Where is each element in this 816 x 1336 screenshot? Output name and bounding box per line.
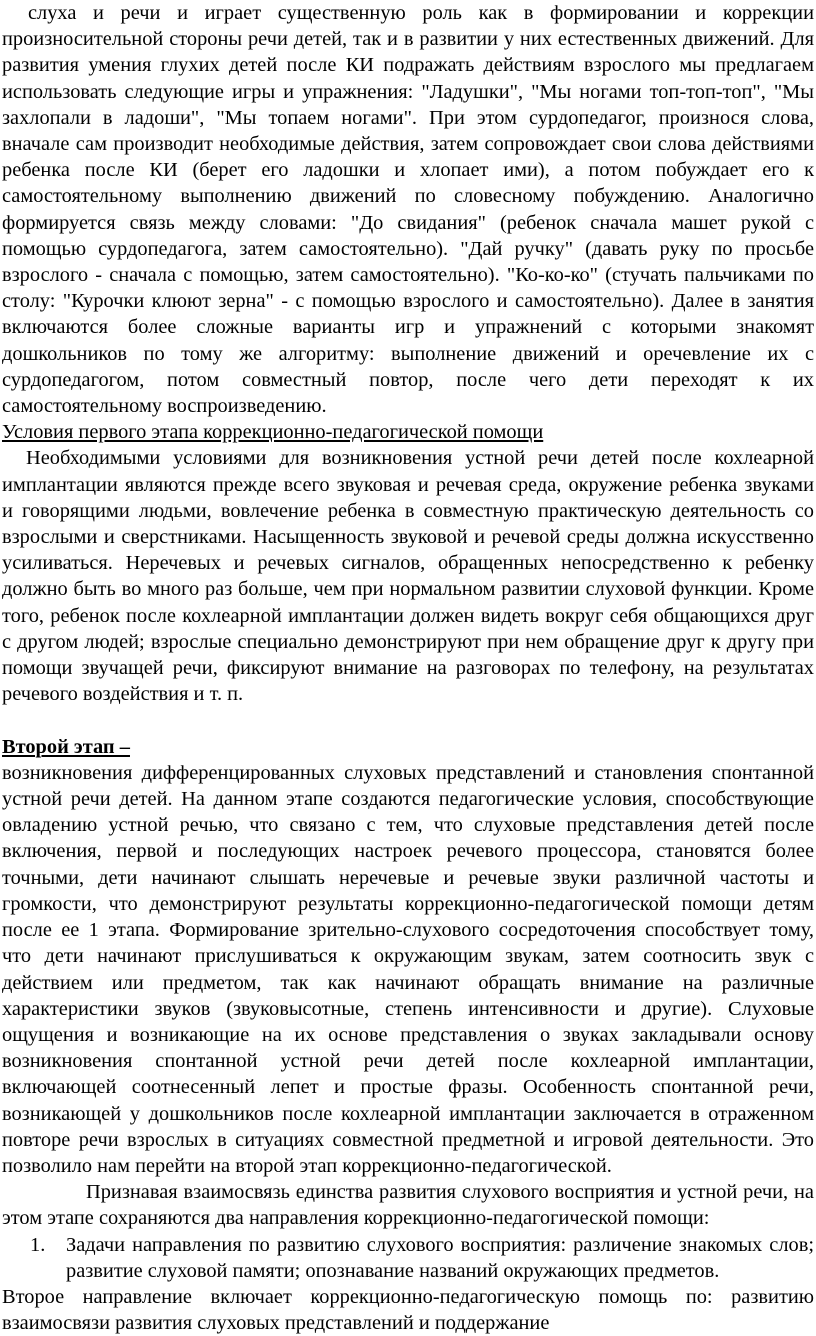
text-line: ощущения и возникающие на их основе представления о звуках закладывали основу [2, 1023, 814, 1046]
numbered-list-item [2, 1232, 814, 1284]
text-line: включения, первой и последующих настроек речевого процессора, становятся более [2, 840, 814, 863]
text-line: развития умения глухих детей после КИ подражать действиям взрослого мы предлагаем [2, 54, 814, 77]
text-line: возникновения дифференцированных слуховых представлений и становления спонтанной [2, 761, 814, 784]
blank-line [2, 707, 814, 733]
text-line: возникающей у дошкольников после кохлеарной имплантации заключается в отраженном [2, 1102, 814, 1125]
text-line: формируется связь между словами: "До свидания" (ребенок сначала машет рукой с [2, 211, 814, 234]
text-line: Необходимыми условиями для возникновения устной речи детей после кохлеарной [26, 447, 814, 470]
text-line: возникновения спонтанной устной речи детей после кохлеарной имплантации, [2, 1050, 814, 1073]
list-number: 1. [30, 1233, 46, 1256]
text-line: ребенка после КИ (берет его ладошки и хлопает ими), а потом побуждает его к [2, 159, 814, 182]
text-line: захлопали в ладоши", "Мы топаем ногами". При этом сурдопедагог, произнося слова, [2, 106, 814, 129]
text-line: дошкольников по тому же алгоритму: выполнение движений и оречевление их с [2, 342, 814, 365]
paragraph-3 [2, 760, 814, 1179]
text-line: использовать следующие игры и упражнения: "Ладушки", "Мы ногами топ-топ-топ", "Мы [2, 80, 814, 103]
text-line: устной речи детей. На данном этапе создаются педагогические условия, способствующие [2, 788, 814, 811]
text-line: точными, дети начинают слышать неречевые и речевые звуки различной частоты и [2, 866, 814, 889]
section-heading-stage-1-conditions: Условия первого этапа коррекционно-педагогической помощи [2, 421, 544, 444]
text-line: Задачи направления по развитию слухового восприятия: различение знакомых слов; [66, 1233, 814, 1256]
text-line: помощи звучащей речи, фиксируют внимание на разговорах по телефону, на результатах [2, 657, 814, 680]
text-line: взаимосвязи развития слуховых представлений и поддержание [2, 1312, 550, 1335]
text-line: самостоятельному воспроизведению. [2, 395, 327, 418]
text-line: включающей соотнесенный лепет и простые фразы. Особенность спонтанной речи, [2, 1076, 814, 1099]
text-line: громкости, что демонстрируют результаты коррекционно-педагогической помощи детям [2, 892, 814, 915]
paragraph-4 [2, 1179, 814, 1231]
paragraph-5 [2, 1284, 814, 1336]
text-line: произносительной стороны речи детей, так и в развитии у них естественных движений. Для [2, 28, 814, 51]
text-line: этом этапе сохраняются два направления коррекционно-педагогической помощи: [2, 1207, 710, 1230]
text-line: взрослого - сначала с помощью, затем самостоятельно). "Ко-ко-ко" (стучать пальчиками по [2, 264, 814, 287]
text-line: овладению устной речью, что связано с тем, что слуховые представления детей после [2, 814, 814, 837]
text-line: действием или предметом, так как начинают обращать внимание на различные [2, 971, 814, 994]
text-line: сурдопедагогом, потом совместный повтор, после чего дети переходят к их [2, 368, 814, 391]
text-line: вначале сам производит необходимые действия, затем сопровождает свои слова действиями [2, 133, 814, 156]
text-line: помощью сурдопедагога, затем самостоятельно). "Дай ручку" (давать руку по просьбе [2, 237, 814, 260]
text-line: имплантации являются прежде всего звуковая и речевая среда, окружение ребенка звуками [2, 473, 814, 496]
text-line: включаются более сложные варианты игр и упражнений с которыми знакомят [2, 316, 814, 339]
text-line: с другом людей; взрослые специально демонстрируют при нем обращение друг к другу при [2, 630, 814, 653]
paragraph-2 [2, 445, 814, 707]
text-line: слуха и речи и играет существенную роль как в формировании и коррекции [28, 2, 814, 24]
text-line: должно быть во много раз больше, чем при нормальном развитии слуховой функции. Кроме [2, 578, 814, 601]
text-line: того, ребенок после кохлеарной имплантации должен видеть вокруг себя общающихся друг [2, 604, 814, 627]
section-heading-stage-2: Второй этап – [2, 735, 130, 758]
text-line: позволило нам перейти на второй этап коррекционно-педагогической. [2, 1154, 612, 1177]
text-line: самостоятельному выполнению движений по словесному побуждению. Аналогично [2, 185, 814, 208]
paragraph-1 [2, 0, 814, 419]
text-line: взрослыми и сверстниками. Насыщенность звуковой и речевой среды должна искусственно [2, 526, 814, 549]
text-line: столу: "Курочки клюют зерна" - с помощью взрослого и самостоятельно). Далее в занятия [2, 290, 814, 313]
text-line: повторе речи взрослых в ситуациях совместной предметной и игровой деятельности. Это [2, 1128, 814, 1151]
text-line: характеристики звуков (звуковысотные, степень интенсивности и другие). Слуховые [2, 997, 814, 1020]
text-line: Второе направление включает коррекционно-педагогическую помощь по: развитию [2, 1285, 814, 1308]
text-line: Признавая взаимосвязь единства развития слухового восприятия и устной речи, на [86, 1181, 814, 1204]
text-line: усиливаться. Неречевых и речевых сигналов, обращенных непосредственно к ребенку [2, 552, 814, 575]
text-line: развитие слуховой памяти; опознавание названий окружающих предметов. [66, 1259, 720, 1282]
text-line: и говорящими людьми, вовлечение ребенка в совместную практическую деятельность со [2, 499, 814, 522]
text-line: что дети начинают прислушиваться к окружающим звукам, затем соотносить звук с [2, 945, 814, 968]
text-line: речевого воздействия и т. п. [2, 683, 244, 706]
text-line: после ее 1 этапа. Формирование зрительно-слухового сосредоточения способствует тому, [2, 919, 814, 942]
